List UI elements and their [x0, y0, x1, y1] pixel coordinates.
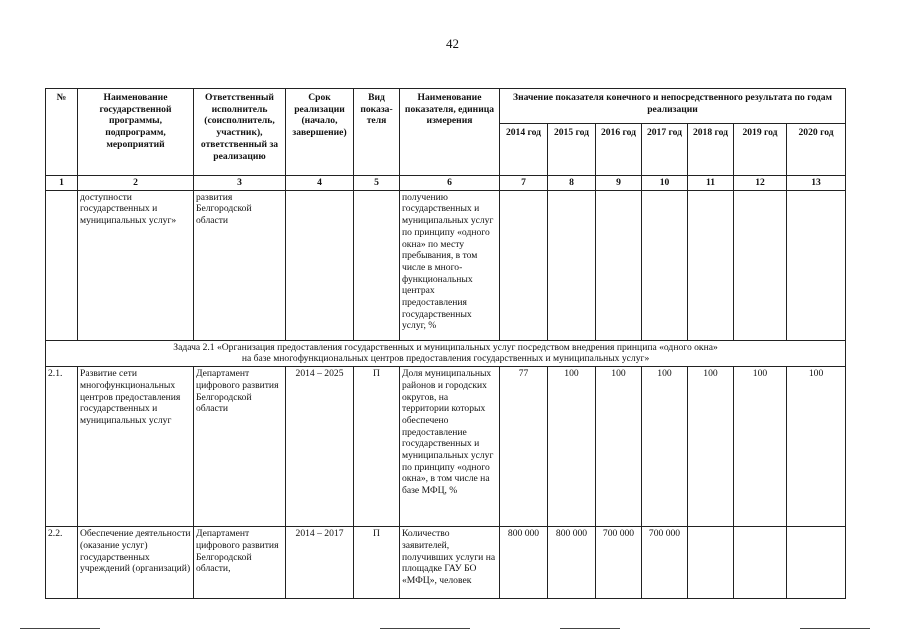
- column-number: 12: [734, 176, 787, 191]
- row-type: [354, 190, 400, 340]
- scan-edge-line: [20, 628, 100, 629]
- column-number: 9: [596, 176, 642, 191]
- row-number: 2.1.: [46, 367, 78, 527]
- row-indicator: Доля муниципальных районов и городских округов, на территории которых обеспечено предоставление государственных и муниципальных услуг по принципу «одного окна», в том числе на базе МФЦ, %: [400, 367, 500, 527]
- column-number: 1: [46, 176, 78, 191]
- column-number: 4: [286, 176, 354, 191]
- row-responsible: развития Белгородской области: [194, 190, 286, 340]
- row-number: [46, 190, 78, 340]
- table-row: [46, 367, 846, 527]
- row-value-2015: [548, 190, 596, 340]
- task-row: [46, 340, 846, 366]
- row-value-2015: 100: [548, 367, 596, 527]
- header-no: №: [46, 89, 78, 176]
- task-heading: [46, 340, 846, 366]
- column-number: 3: [194, 176, 286, 191]
- row-number: 2.2.: [46, 527, 78, 599]
- header-indicator-type: Вид показа-теля: [354, 89, 400, 176]
- row-value-2019: [734, 190, 787, 340]
- table-row: [46, 527, 846, 599]
- row-responsible: Департамент цифрового развития Белгородской области,: [194, 527, 286, 599]
- column-number: 5: [354, 176, 400, 191]
- header-period: Срок реализации (начало, завершение): [286, 89, 354, 176]
- row-value-2018: [688, 190, 734, 340]
- table-row: [46, 190, 846, 340]
- task-heading-line: Задача 2.1 «Организация предоставления государственных и муниципальных услуг посредством внедрения принципа «одного окна»: [173, 341, 718, 353]
- header-year-2019: 2019 год: [734, 124, 787, 176]
- header-indicator-name: Наименование показателя, единица измерения: [400, 89, 500, 176]
- header-year-2017: 2017 год: [642, 124, 688, 176]
- header-row-1: [46, 89, 846, 124]
- row-value-2020: [787, 190, 846, 340]
- header-year-2018: 2018 год: [688, 124, 734, 176]
- row-value-2020: [787, 527, 846, 599]
- row-value-2017: [642, 190, 688, 340]
- row-value-2016: 100: [596, 367, 642, 527]
- row-name: доступности государственных и муниципальных услуг»: [78, 190, 194, 340]
- row-value-2014: 77: [500, 367, 548, 527]
- row-value-2017: 100: [642, 367, 688, 527]
- row-type: П: [354, 527, 400, 599]
- row-indicator: получению государственных и муниципальных услуг по принципу «одного окна» по месту пребывания, в том числе в много-функциональных центрах предоставления государственных услуг, %: [400, 190, 500, 340]
- row-value-2017: 700 000: [642, 527, 688, 599]
- header-year-2014: 2014 год: [500, 124, 548, 176]
- row-value-2019: 100: [734, 367, 787, 527]
- column-number: 11: [688, 176, 734, 191]
- row-responsible: Департамент цифрового развития Белгородской области: [194, 367, 286, 527]
- header-year-2016: 2016 год: [596, 124, 642, 176]
- scan-edge-line: [800, 628, 870, 629]
- row-value-2018: [688, 527, 734, 599]
- row-value-2020: 100: [787, 367, 846, 527]
- row-value-2015: 800 000: [548, 527, 596, 599]
- header-values-group: Значение показателя конечного и непосредственного результата по годам реализации: [500, 89, 846, 124]
- row-period: 2014 – 2025: [286, 367, 354, 527]
- header-year-2020: 2020 год: [787, 124, 846, 176]
- indicators-table: [45, 88, 846, 599]
- column-number: 7: [500, 176, 548, 191]
- row-value-2014: 800 000: [500, 527, 548, 599]
- row-name: Развитие сети многофункциональных центров предоставления государственных и муниципальных услуг: [78, 367, 194, 527]
- column-number: 2: [78, 176, 194, 191]
- row-name: Обеспечение деятельности (оказание услуг) государственных учреждений (организаций): [78, 527, 194, 599]
- scan-edge-line: [380, 628, 470, 629]
- row-value-2016: [596, 190, 642, 340]
- row-value-2016: 700 000: [596, 527, 642, 599]
- row-period: [286, 190, 354, 340]
- header-name: Наименование государственной программы, подпрограмм, мероприятий: [78, 89, 194, 176]
- task-heading-line: на базе многофункциональных центров предоставления государственных и муниципальных услуг»: [241, 353, 650, 365]
- column-number: 6: [400, 176, 500, 191]
- row-value-2019: [734, 527, 787, 599]
- column-number: 13: [787, 176, 846, 191]
- header-responsible: Ответственный исполнитель (соисполнитель, участник), ответственный за реализацию: [194, 89, 286, 176]
- row-period: 2014 – 2017: [286, 527, 354, 599]
- header-year-2015: 2015 год: [548, 124, 596, 176]
- column-number: 10: [642, 176, 688, 191]
- row-type: П: [354, 367, 400, 527]
- scan-edge-line: [560, 628, 620, 629]
- column-numbers-row: [46, 176, 846, 191]
- column-number: 8: [548, 176, 596, 191]
- row-value-2018: 100: [688, 367, 734, 527]
- page-number: 42: [446, 36, 459, 51]
- row-value-2014: [500, 190, 548, 340]
- row-indicator: Количество заявителей, получивших услуги на площадке ГАУ БО «МФЦ», человек: [400, 527, 500, 599]
